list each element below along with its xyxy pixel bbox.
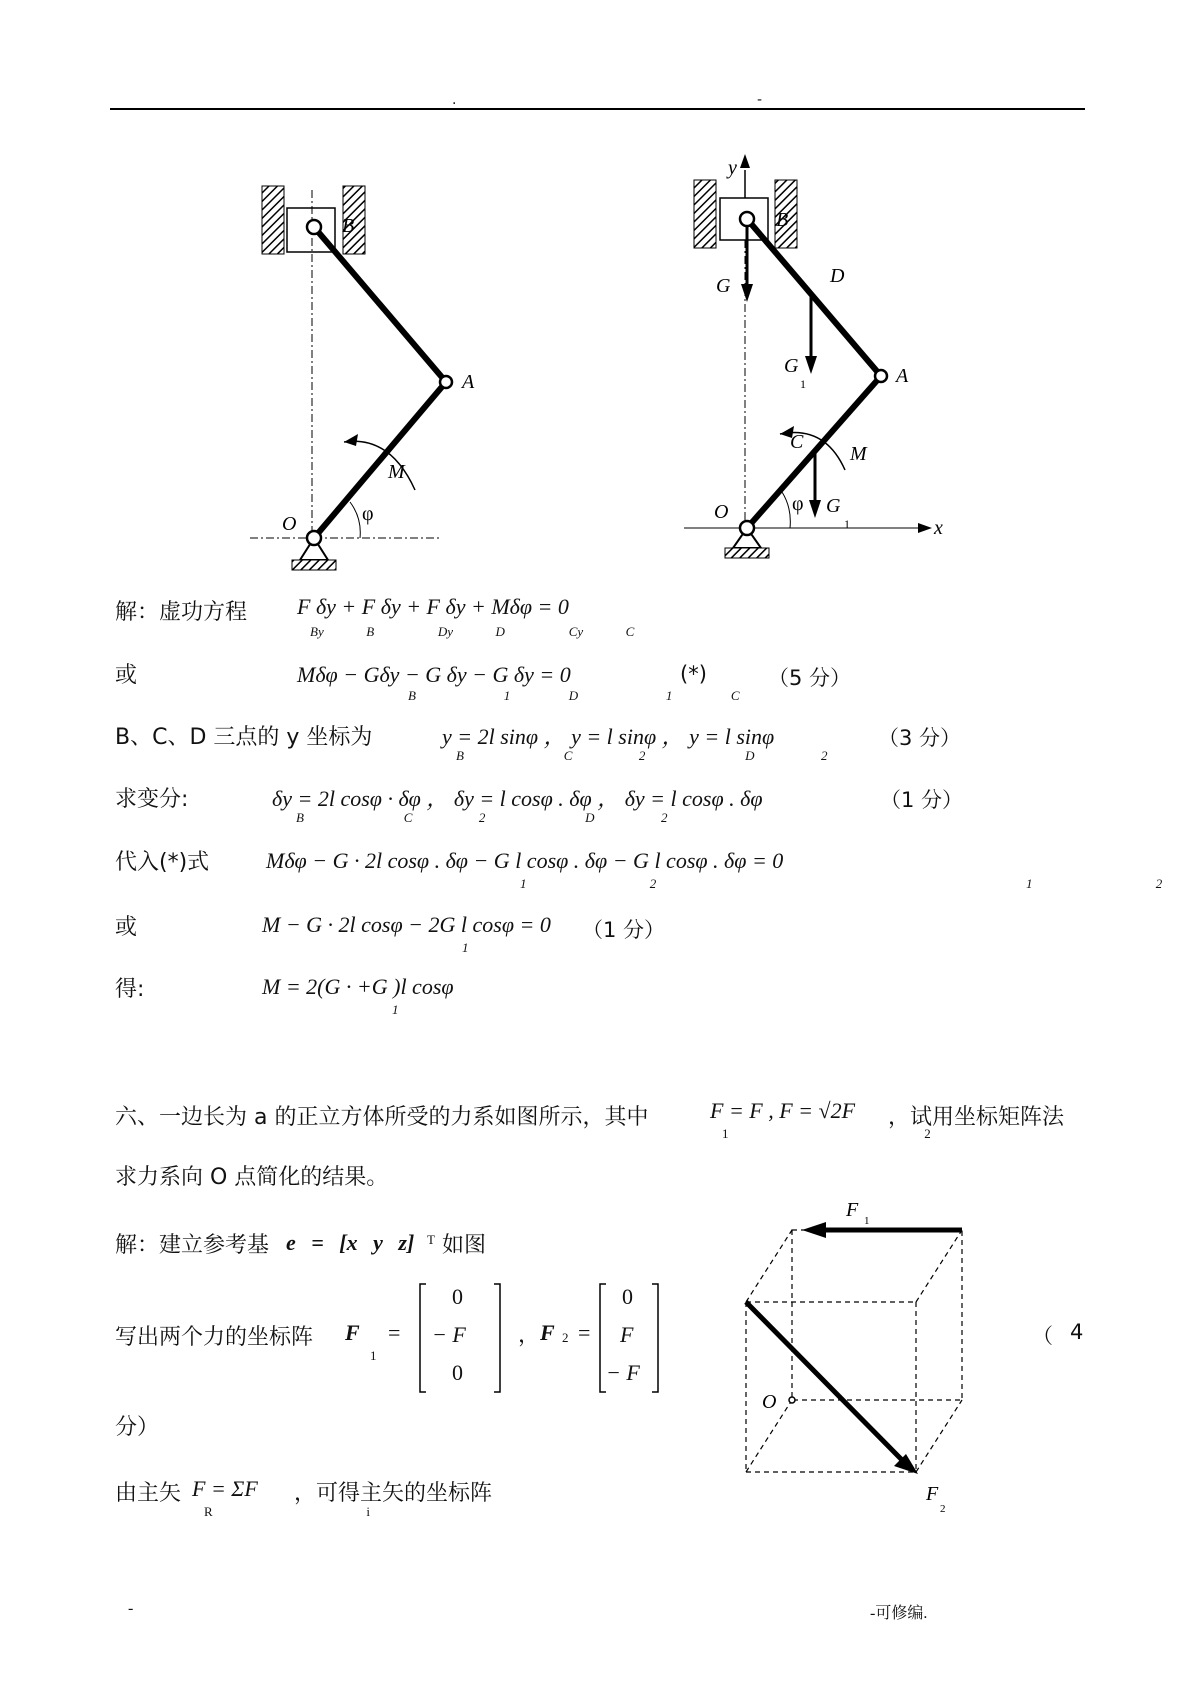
line5-label: 代入(*)式 [115, 850, 210, 875]
line7-subs: 1 [392, 1002, 399, 1017]
main-eq: F = ΣF [192, 1476, 258, 1501]
label-O: O [762, 1391, 777, 1413]
sol-tail: 如图 [442, 1233, 487, 1258]
header-rule [110, 108, 1085, 110]
F1-name: F [345, 1320, 360, 1345]
line4-eq: δy = 2l cosφ · δφ ， δy = l cosφ . δφ ， δy = l cosφ . δφ [272, 786, 763, 811]
sol-T: T [427, 1232, 435, 1247]
problem6-text1: 六、一边长为 a 的正立方体所受的力系如图所示，其中 [115, 1105, 649, 1130]
F2-equals: = [578, 1320, 591, 1345]
F1-cell-0: 0 [452, 1284, 463, 1309]
main-tail: ，可得主矢的坐标阵 [294, 1481, 493, 1506]
line6-label: 或 [115, 915, 138, 940]
F2-sub: 2 [562, 1330, 569, 1345]
sol-label: 解：建立参考基 [115, 1233, 270, 1258]
header-right-mark: - [757, 92, 763, 108]
matrix-label: 写出两个力的坐标阵 [115, 1325, 314, 1350]
line4-subs: B C 2 D 2 [296, 810, 668, 825]
F2-cell-0: 0 [622, 1284, 633, 1309]
problem6-eq-subs: 1 2 [722, 1126, 931, 1141]
main-subs: R i [204, 1504, 371, 1519]
line6-eq: M − G · 2l cosφ − 2G l cosφ = 0 [262, 912, 551, 937]
problem6-text2: 求力系向 O 点简化的结果。 [115, 1165, 389, 1190]
line5-subs: 1 2 1 2 [520, 876, 1163, 891]
line7-label: 得: [115, 977, 145, 1002]
score-close: 分） [115, 1415, 160, 1440]
F1-equals: = [388, 1320, 401, 1345]
line6-subs: 1 [462, 940, 469, 955]
label-A: A [462, 371, 475, 393]
cube-figure [730, 1190, 980, 1520]
label-phi: φ [792, 493, 804, 515]
label-B: B [776, 209, 789, 231]
F1-cell-2: 0 [452, 1360, 463, 1385]
footer-left: - [128, 1600, 134, 1617]
sol-eq: e = [x y z] [286, 1230, 415, 1255]
F2-name: F [540, 1320, 555, 1345]
line6-score: （1 分） [582, 918, 666, 942]
mechanism-figure-right [680, 150, 950, 570]
line2-subs: B 1 D 1 C [408, 688, 740, 703]
label-O: O [282, 513, 297, 535]
label-A: A [896, 365, 909, 387]
footer-right: -可修编. [870, 1605, 928, 1622]
line4-label: 求变分: [115, 787, 189, 812]
label-G1-sub: 1 [800, 377, 806, 391]
line7-eq: M = 2(G · +G )l cosφ [262, 974, 454, 999]
line2-label: 或 [115, 663, 138, 688]
label-x: x [934, 517, 943, 539]
line3-eq: y = 2l sinφ ， y = l sinφ ， y = l sinφ [442, 724, 775, 749]
label-B: B [342, 215, 355, 237]
line2-eq: Mδφ − Gδy − G δy − G δy = 0 [297, 662, 571, 687]
line3-label: B、C、D 三点的 y 坐标为 [115, 725, 373, 750]
label-F2-sub: 2 [940, 1503, 946, 1515]
line1-subs: By B Dy D Cy C [310, 624, 635, 639]
F2-cell-2: − F [606, 1360, 640, 1385]
label-M: M [388, 461, 405, 483]
problem6-eq: F = F , F = √2F [710, 1098, 856, 1123]
line1-label: 解：虚功方程 [115, 600, 248, 625]
line5-eq: Mδφ − G · 2l cosφ . δφ − G l cosφ . δφ − G l cosφ . δφ = 0 [266, 848, 784, 873]
F2-cell-1: F [620, 1322, 634, 1347]
label-F2: F [926, 1483, 939, 1505]
score-open: （ [1032, 1324, 1053, 1348]
line2-score: （5 分） [768, 666, 852, 690]
line4-score: （1 分） [880, 788, 964, 812]
label-G1: G [784, 355, 799, 377]
F2-matrix [598, 1282, 660, 1394]
label-M: M [850, 443, 867, 465]
line3-score: （3 分） [878, 726, 962, 750]
label-C: C [790, 431, 804, 453]
header-left-mark: . [452, 92, 457, 108]
mechanism-figure-left [240, 180, 475, 580]
F1-sub: 1 [370, 1348, 377, 1363]
label-G1b: G [826, 495, 841, 517]
line1-eq: F δy + F δy + F δy + Mδφ = 0 [297, 594, 569, 619]
score-num: 4 [1070, 1320, 1084, 1344]
F1-matrix [418, 1282, 502, 1394]
F1-cell-1: − F [432, 1322, 466, 1347]
label-G: G [716, 275, 731, 297]
problem6-text1-tail: ，试用坐标矩阵法 [888, 1105, 1065, 1130]
label-D: D [830, 265, 845, 287]
label-F1: F [846, 1199, 859, 1221]
label-O: O [714, 501, 729, 523]
matrix-separator: ， [518, 1322, 541, 1347]
line2-tag: (*) [680, 662, 707, 686]
line3-subs: B C 2 D 2 [456, 748, 828, 763]
label-y: y [728, 157, 737, 179]
label-F1-sub: 1 [864, 1215, 870, 1227]
label-G1b-sub: 1 [844, 517, 850, 531]
main-label: 由主矢 [115, 1481, 182, 1506]
label-phi: φ [362, 503, 374, 525]
